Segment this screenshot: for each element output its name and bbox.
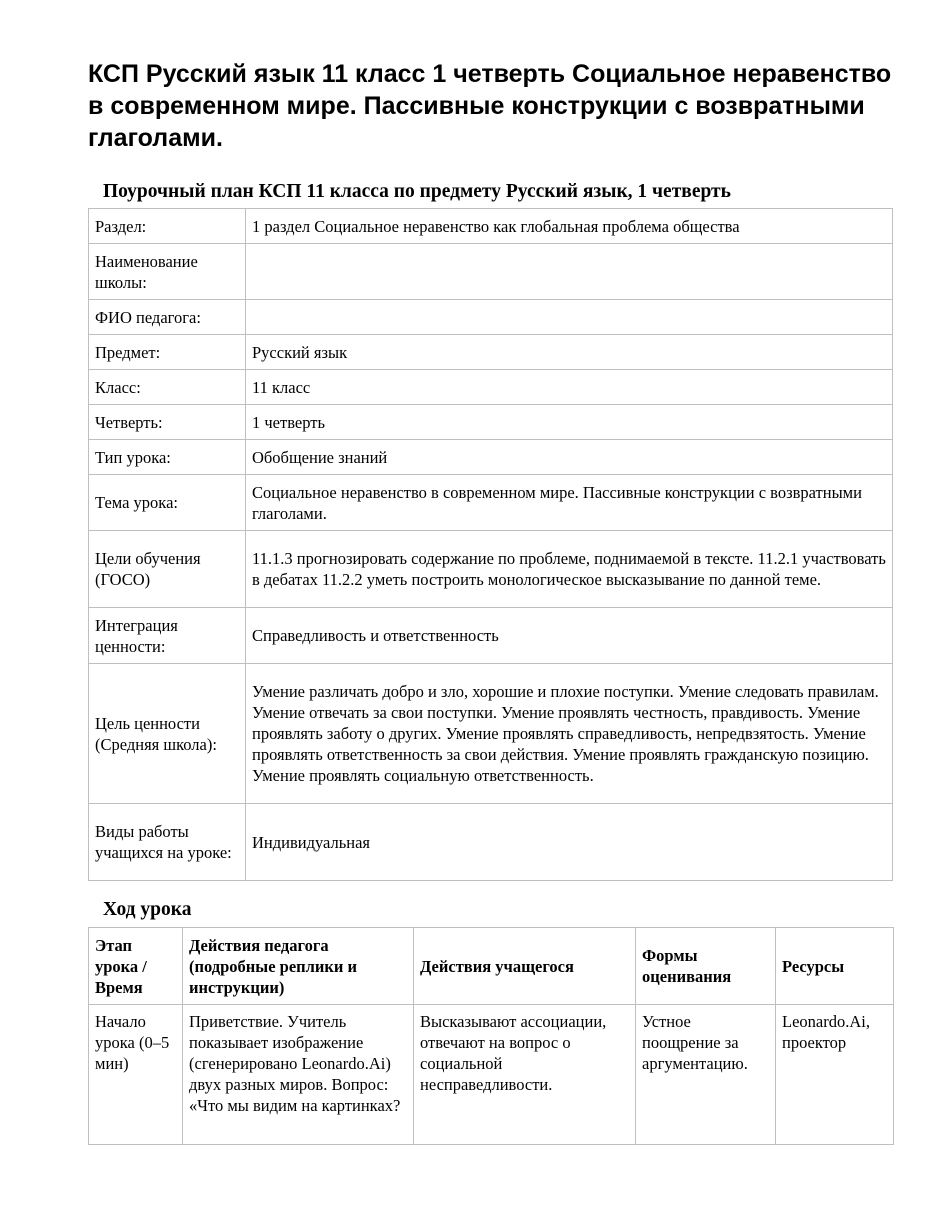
info-value: Индивидуальная <box>246 804 893 881</box>
info-label: Наименование школы: <box>89 244 246 300</box>
lesson-info-table <box>88 208 893 881</box>
info-value <box>246 300 893 335</box>
info-label: Четверть: <box>89 405 246 440</box>
info-label: Класс: <box>89 370 246 405</box>
info-label: Цель ценности (Средняя школа): <box>89 664 246 804</box>
info-label: Тема урока: <box>89 475 246 531</box>
info-row-subject <box>89 335 893 370</box>
info-row-goals <box>89 531 893 608</box>
info-value: 1 четверть <box>246 405 893 440</box>
cell-student-actions: Высказывают ассоциации, отвечают на вопрос о социальной несправедливости. <box>414 1005 636 1145</box>
info-row-section <box>89 209 893 244</box>
info-value: Социальное неравенство в современном мире. Пассивные конструкции с возвратными глаголами. <box>246 475 893 531</box>
info-row-school <box>89 244 893 300</box>
info-label: Цели обучения (ГОСО) <box>89 531 246 608</box>
info-label: Раздел: <box>89 209 246 244</box>
info-row-teacher <box>89 300 893 335</box>
info-row-lesson-type <box>89 440 893 475</box>
info-label: Интеграция ценности: <box>89 608 246 664</box>
info-row-quarter <box>89 405 893 440</box>
info-value: Обобщение знаний <box>246 440 893 475</box>
info-label: Тип урока: <box>89 440 246 475</box>
info-value: 1 раздел Социальное неравенство как глобальная проблема общества <box>246 209 893 244</box>
info-value: Справедливость и ответственность <box>246 608 893 664</box>
cell-assessment: Устное поощрение за аргументацию. <box>636 1005 776 1145</box>
info-value: Русский язык <box>246 335 893 370</box>
column-header-teacher-actions: Действия педагога (подробные реплики и инструкции) <box>183 928 414 1005</box>
document-page <box>88 58 893 1145</box>
cell-stage: Начало урока (0–5 мин) <box>89 1005 183 1145</box>
column-header-stage: Этап урока / Время <box>89 928 183 1005</box>
column-header-student-actions: Действия учащегося <box>414 928 636 1005</box>
plan-heading: Поурочный план КСП 11 класса по предмету Русский язык, 1 четверть <box>103 181 731 202</box>
column-header-resources: Ресурсы <box>776 928 894 1005</box>
info-row-value-integration <box>89 608 893 664</box>
cell-resources: Leonardo.Ai, проектор <box>776 1005 894 1145</box>
column-header-assessment: Формы оценивания <box>636 928 776 1005</box>
lesson-flow-header-row <box>89 928 894 1005</box>
info-row-class <box>89 370 893 405</box>
document-title: КСП Русский язык 11 класс 1 четверть Социальное неравенство в современном мире. Пассивные конструкции с возвратными глаголами. <box>88 60 892 152</box>
info-value <box>246 244 893 300</box>
info-value: 11 класс <box>246 370 893 405</box>
cell-teacher-actions: Приветствие. Учитель показывает изображение (сгенерировано Leonardo.Ai) двух разных миров. Вопрос: «Что мы видим на картинках? <box>183 1005 414 1145</box>
lesson-flow-heading: Ход урока <box>103 899 192 920</box>
info-value: 11.1.3 прогнозировать содержание по проблеме, поднимаемой в тексте. 11.2.1 участвовать в дебатах 11.2.2 уметь построить монологическое высказывание по данной теме. <box>246 531 893 608</box>
info-label: Предмет: <box>89 335 246 370</box>
info-row-work-types <box>89 804 893 881</box>
table-row <box>89 1005 894 1145</box>
info-row-value-goal <box>89 664 893 804</box>
info-value: Умение различать добро и зло, хорошие и плохие поступки. Умение следовать правилам. Умение отвечать за свои поступки. Умение проявлять честность, правдивость. Умение проявлять заботу о других. Умение проявлять справедливость, непредвзятость. Умение проявлять ответственность за свои действия. Умение проявлять гражданскую позицию. Умение проявлять социальную ответственность. <box>246 664 893 804</box>
info-label: Виды работы учащихся на уроке: <box>89 804 246 881</box>
lesson-flow-table <box>88 927 894 1145</box>
info-label: ФИО педагога: <box>89 300 246 335</box>
info-row-topic <box>89 475 893 531</box>
